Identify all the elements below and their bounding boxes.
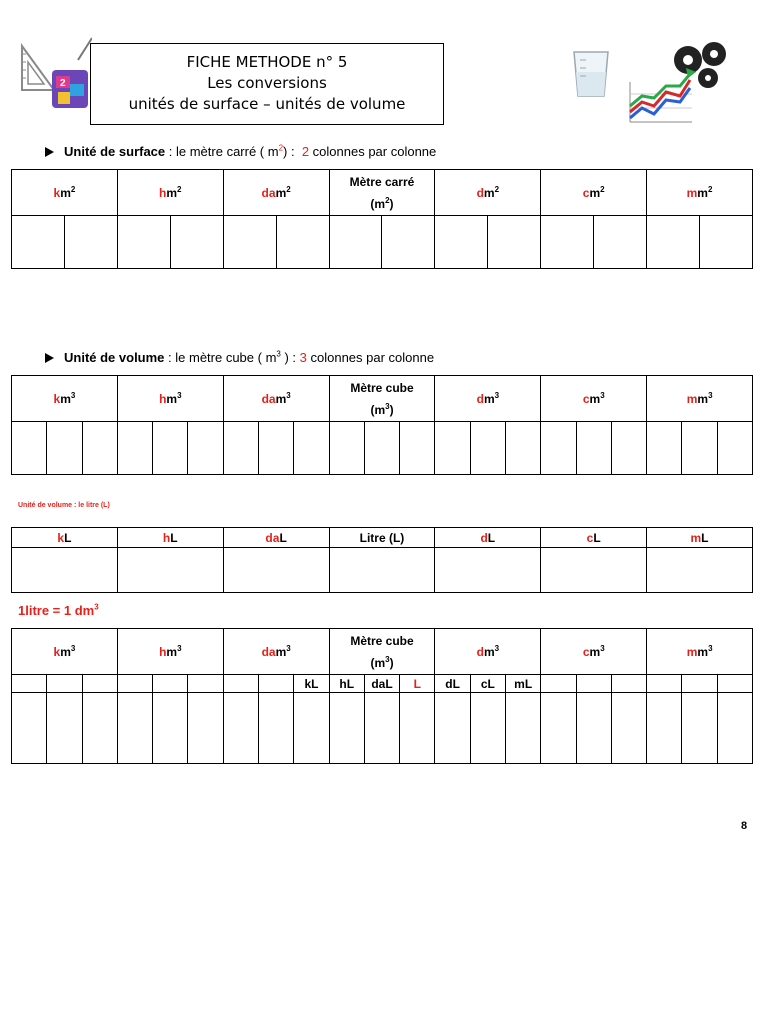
unit-header bbox=[117, 376, 223, 422]
empty-cell[interactable] bbox=[82, 693, 117, 764]
volume-heading bbox=[45, 350, 434, 365]
unit-prefix: d bbox=[476, 185, 484, 200]
empty-cell[interactable] bbox=[223, 548, 329, 593]
unit-header bbox=[647, 629, 753, 675]
empty-cell[interactable] bbox=[276, 216, 329, 269]
unit-exponent: 3 bbox=[177, 390, 182, 400]
unit-prefix: h bbox=[159, 391, 167, 406]
empty-cell[interactable] bbox=[153, 675, 188, 693]
empty-cell[interactable] bbox=[47, 693, 82, 764]
empty-cell[interactable] bbox=[188, 675, 223, 693]
empty-cell[interactable] bbox=[294, 693, 329, 764]
unit-exponent: 2 bbox=[494, 184, 500, 194]
litre-sub-label: dL bbox=[435, 675, 470, 693]
gears-chart-icon bbox=[622, 38, 734, 126]
unit-base: m bbox=[589, 644, 601, 659]
unit-header bbox=[541, 170, 647, 216]
empty-cell[interactable] bbox=[117, 422, 152, 475]
empty-cell[interactable] bbox=[700, 216, 753, 269]
surface-heading-exp: 2 bbox=[278, 143, 284, 153]
unit-exponent: 3 bbox=[494, 390, 500, 400]
unit-base: m bbox=[275, 185, 287, 200]
empty-cell[interactable] bbox=[47, 422, 82, 475]
unit-prefix: m bbox=[686, 391, 698, 406]
unit-exponent: 3 bbox=[600, 390, 605, 400]
unit-center-name: Mètre carré bbox=[349, 174, 415, 189]
empty-cell[interactable] bbox=[170, 216, 223, 269]
surface-heading-after: ) : bbox=[283, 144, 295, 159]
unit-header bbox=[223, 376, 329, 422]
empty-cell[interactable] bbox=[682, 675, 717, 693]
unit-exponent: 2 bbox=[177, 184, 182, 194]
unit-base: m bbox=[589, 185, 601, 200]
unit-header bbox=[435, 528, 541, 548]
unit-exponent: 3 bbox=[177, 643, 182, 653]
empty-cell[interactable] bbox=[576, 675, 611, 693]
unit-exponent: 3 bbox=[600, 643, 605, 653]
unit-header bbox=[435, 170, 541, 216]
empty-cell[interactable] bbox=[647, 675, 682, 693]
surface-heading-rest: : le mètre carré ( m bbox=[165, 144, 279, 159]
combined-table bbox=[11, 628, 753, 764]
empty-cell[interactable] bbox=[117, 693, 152, 764]
unit-exponent: 3 bbox=[494, 643, 500, 653]
empty-cell[interactable] bbox=[506, 422, 541, 475]
unit-exponent: 3 bbox=[70, 390, 76, 400]
empty-cell[interactable] bbox=[223, 693, 258, 764]
empty-cell[interactable] bbox=[12, 693, 47, 764]
empty-cell[interactable] bbox=[400, 422, 435, 475]
empty-cell[interactable] bbox=[576, 422, 611, 475]
empty-cell[interactable] bbox=[682, 422, 717, 475]
unit-base: m bbox=[166, 185, 178, 200]
empty-cell[interactable] bbox=[541, 216, 594, 269]
unit-header bbox=[541, 376, 647, 422]
volume-heading-rest: : le mètre cube ( m bbox=[164, 350, 277, 365]
volume-heading-exp: 3 bbox=[276, 349, 281, 359]
unit-prefix: k bbox=[57, 530, 65, 545]
empty-cell[interactable] bbox=[541, 675, 576, 693]
unit-exponent: 2 bbox=[70, 184, 76, 194]
unit-prefix: d bbox=[476, 391, 484, 406]
unit-base: m bbox=[697, 391, 709, 406]
unit-center-name: Mètre cube bbox=[350, 633, 414, 648]
unit-prefix: k bbox=[53, 391, 61, 406]
unit-header bbox=[647, 170, 753, 216]
unit-header bbox=[12, 170, 118, 216]
unit-base: m bbox=[166, 391, 178, 406]
unit-header bbox=[117, 170, 223, 216]
unit-base: m bbox=[60, 391, 71, 406]
empty-cell[interactable] bbox=[12, 422, 47, 475]
volume-heading-count: 3 bbox=[299, 350, 307, 365]
unit-header bbox=[223, 629, 329, 675]
unit-base: L bbox=[279, 530, 287, 545]
empty-cell[interactable] bbox=[541, 693, 576, 764]
litre-sub-label: cL bbox=[470, 675, 505, 693]
empty-cell[interactable] bbox=[329, 693, 364, 764]
empty-cell[interactable] bbox=[188, 422, 223, 475]
empty-cell[interactable] bbox=[329, 422, 364, 475]
bullet-arrow-icon bbox=[45, 353, 54, 363]
unit-base: L bbox=[487, 530, 496, 545]
unit-exponent: 3 bbox=[70, 643, 76, 653]
empty-cell[interactable] bbox=[364, 693, 399, 764]
unit-prefix: da bbox=[261, 391, 276, 406]
surface-heading-suffix: colonnes par colonne bbox=[309, 144, 437, 159]
unit-header bbox=[223, 170, 329, 216]
school-supplies-icon bbox=[48, 36, 92, 112]
unit-base: m bbox=[60, 644, 71, 659]
empty-cell[interactable] bbox=[594, 216, 647, 269]
empty-cell[interactable] bbox=[47, 675, 82, 693]
empty-cell[interactable] bbox=[435, 216, 488, 269]
unit-center-symbol: $(m^2)$ bbox=[370, 195, 394, 211]
unit-center-symbol: $(m^3)$ bbox=[370, 401, 394, 417]
litre-label: Unité de volume : le litre (L) bbox=[18, 502, 110, 509]
empty-cell[interactable] bbox=[12, 548, 118, 593]
unit-header bbox=[12, 376, 118, 422]
unit-prefix: da bbox=[265, 530, 280, 545]
unit-base: m bbox=[697, 644, 709, 659]
unit-exponent: 2 bbox=[707, 184, 713, 194]
unit-header bbox=[117, 528, 223, 548]
unit-header bbox=[541, 528, 647, 548]
empty-cell[interactable] bbox=[382, 216, 435, 269]
empty-cell[interactable] bbox=[541, 548, 647, 593]
empty-cell[interactable] bbox=[329, 548, 435, 593]
unit-base: m bbox=[275, 391, 287, 406]
unit-header bbox=[541, 629, 647, 675]
empty-cell[interactable] bbox=[117, 548, 223, 593]
litre-sub-label: mL bbox=[506, 675, 541, 693]
unit-header bbox=[435, 629, 541, 675]
page-number: 8 bbox=[741, 820, 748, 832]
empty-cell[interactable] bbox=[506, 693, 541, 764]
unit-prefix: m bbox=[686, 644, 698, 659]
surface-heading-count: 2 bbox=[301, 144, 310, 159]
unit-prefix: h bbox=[162, 530, 171, 545]
unit-header bbox=[12, 528, 118, 548]
empty-cell[interactable] bbox=[259, 675, 294, 693]
unit-header bbox=[12, 629, 118, 675]
empty-cell[interactable] bbox=[717, 422, 752, 475]
empty-cell[interactable] bbox=[611, 693, 646, 764]
unit-exponent: 2 bbox=[600, 184, 605, 194]
unit-header bbox=[435, 376, 541, 422]
unit-exponent: 3 bbox=[708, 643, 713, 653]
empty-cell[interactable] bbox=[223, 216, 276, 269]
unit-exponent: 3 bbox=[286, 643, 291, 653]
empty-cell[interactable] bbox=[223, 675, 258, 693]
equivalence-text bbox=[18, 603, 99, 618]
empty-cell[interactable] bbox=[223, 422, 258, 475]
unit-center-symbol: $(m^3)$ bbox=[370, 654, 394, 670]
unit-exponent: 3 bbox=[286, 390, 291, 400]
surface-heading bbox=[45, 144, 436, 159]
unit-base: m bbox=[483, 391, 495, 406]
equivalence-main: 1litre = 1 dm bbox=[18, 603, 95, 618]
unit-base: L bbox=[170, 530, 178, 545]
empty-cell[interactable] bbox=[576, 693, 611, 764]
surface-table bbox=[11, 169, 753, 269]
unit-prefix: c bbox=[582, 391, 590, 406]
empty-cell[interactable] bbox=[470, 422, 505, 475]
empty-cell[interactable] bbox=[117, 216, 170, 269]
empty-cell[interactable] bbox=[717, 693, 752, 764]
empty-cell[interactable] bbox=[611, 422, 646, 475]
empty-cell[interactable] bbox=[541, 422, 576, 475]
unit-header bbox=[117, 629, 223, 675]
empty-cell[interactable] bbox=[435, 548, 541, 593]
empty-cell[interactable] bbox=[82, 422, 117, 475]
unit-exponent: 3 bbox=[708, 390, 713, 400]
bullet-arrow-icon bbox=[45, 147, 54, 157]
unit-prefix: h bbox=[159, 185, 167, 200]
empty-cell[interactable] bbox=[647, 422, 682, 475]
empty-cell[interactable] bbox=[488, 216, 541, 269]
unit-base: m bbox=[483, 644, 495, 659]
volume-table bbox=[11, 375, 753, 475]
empty-cell[interactable] bbox=[364, 422, 399, 475]
unit-prefix: d bbox=[476, 644, 484, 659]
empty-cell[interactable] bbox=[12, 675, 47, 693]
empty-cell[interactable] bbox=[717, 675, 752, 693]
unit-prefix: k bbox=[53, 185, 61, 200]
unit-center-name: Mètre cube bbox=[350, 380, 414, 395]
unit-base: m bbox=[166, 644, 178, 659]
unit-prefix: m bbox=[686, 185, 698, 200]
unit-center-name: Litre (L) bbox=[359, 530, 405, 545]
unit-prefix: da bbox=[261, 644, 276, 659]
empty-cell[interactable] bbox=[647, 548, 753, 593]
unit-base: L bbox=[701, 530, 709, 545]
empty-cell[interactable] bbox=[435, 693, 470, 764]
unit-prefix: h bbox=[159, 644, 167, 659]
unit-header bbox=[329, 376, 435, 422]
unit-header bbox=[329, 629, 435, 675]
empty-cell[interactable] bbox=[647, 693, 682, 764]
empty-cell[interactable] bbox=[259, 422, 294, 475]
empty-cell[interactable] bbox=[294, 422, 329, 475]
svg-text:2: 2 bbox=[60, 78, 66, 89]
litre-table bbox=[11, 527, 753, 593]
unit-base: m bbox=[589, 391, 601, 406]
unit-exponent: 2 bbox=[286, 184, 291, 194]
unit-prefix: m bbox=[690, 530, 702, 545]
empty-cell[interactable] bbox=[435, 422, 470, 475]
unit-header bbox=[647, 376, 753, 422]
litre-sub-label: L bbox=[400, 675, 435, 693]
unit-prefix: k bbox=[53, 644, 61, 659]
empty-cell[interactable] bbox=[470, 693, 505, 764]
volume-heading-after: ) : bbox=[280, 350, 297, 365]
unit-prefix: c bbox=[582, 644, 590, 659]
unit-prefix: c bbox=[586, 530, 594, 545]
empty-cell[interactable] bbox=[400, 693, 435, 764]
unit-header bbox=[223, 528, 329, 548]
title-line1: FICHE METHODE n° 5 bbox=[186, 53, 348, 71]
unit-header bbox=[329, 528, 435, 548]
empty-cell[interactable] bbox=[82, 675, 117, 693]
title-box bbox=[90, 43, 444, 125]
empty-cell[interactable] bbox=[117, 675, 152, 693]
surface-heading-bold: Unité de surface bbox=[64, 144, 166, 159]
litre-sub-label: kL bbox=[294, 675, 329, 693]
unit-base: m bbox=[483, 185, 495, 200]
unit-base: m bbox=[697, 185, 708, 200]
beaker-icon bbox=[568, 48, 614, 100]
empty-cell[interactable] bbox=[682, 693, 717, 764]
empty-cell[interactable] bbox=[329, 216, 382, 269]
empty-cell[interactable] bbox=[153, 693, 188, 764]
title-line2: Les conversions bbox=[207, 74, 327, 92]
litre-sub-label: hL bbox=[329, 675, 364, 693]
unit-prefix: c bbox=[582, 185, 590, 200]
litre-sub-label: daL bbox=[364, 675, 399, 693]
empty-cell[interactable] bbox=[611, 675, 646, 693]
equivalence-exp: 3 bbox=[94, 602, 99, 612]
empty-cell[interactable] bbox=[153, 422, 188, 475]
volume-heading-bold: Unité de volume bbox=[64, 350, 165, 365]
unit-header bbox=[329, 170, 435, 216]
unit-base: m bbox=[275, 644, 287, 659]
unit-base: L bbox=[593, 530, 601, 545]
empty-cell[interactable] bbox=[647, 216, 700, 269]
unit-base: m bbox=[60, 185, 71, 200]
unit-header bbox=[647, 528, 753, 548]
unit-prefix: d bbox=[480, 530, 488, 545]
empty-cell[interactable] bbox=[188, 693, 223, 764]
unit-base: L bbox=[64, 530, 72, 545]
title-line3: unités de surface – unités de volume bbox=[128, 95, 406, 113]
empty-cell[interactable] bbox=[64, 216, 117, 269]
volume-heading-suffix: colonnes par colonne bbox=[306, 350, 435, 365]
unit-prefix: da bbox=[261, 185, 276, 200]
empty-cell[interactable] bbox=[12, 216, 65, 269]
empty-cell[interactable] bbox=[259, 693, 294, 764]
